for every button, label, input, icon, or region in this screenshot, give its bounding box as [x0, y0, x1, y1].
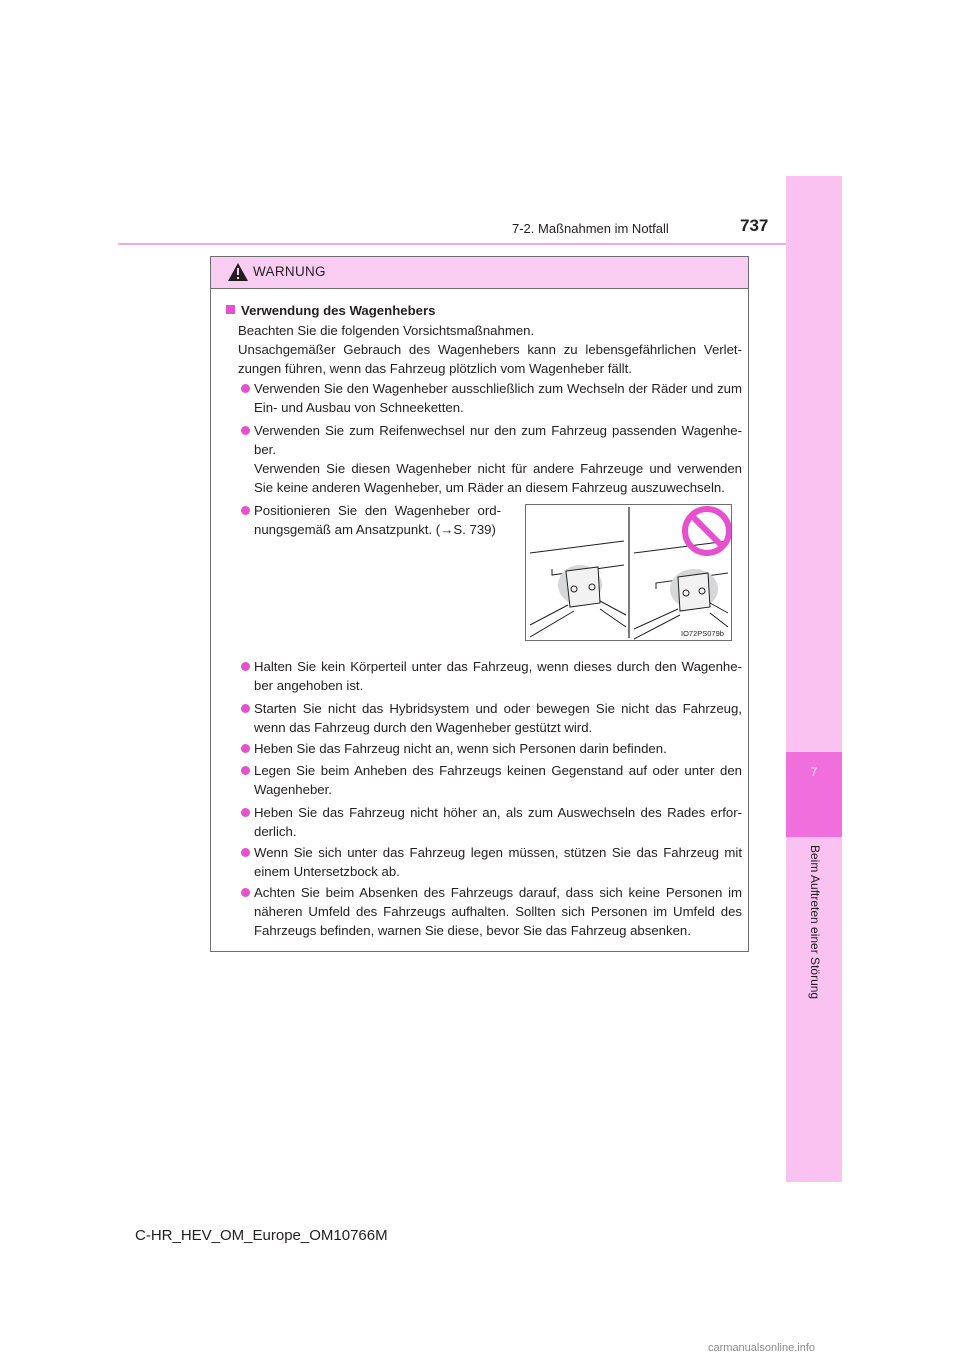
chapter-title: Beim Auftreten einer Störung: [808, 845, 822, 1000]
header-rule: [118, 243, 842, 245]
list-item: Wenn Sie sich unter das Fahrzeug legen müssen, stützen Sie das Fahrzeug mit einem Untersetzbock ab.: [241, 843, 742, 881]
bullet-dot-icon: [241, 888, 250, 897]
warning-box: [210, 256, 749, 952]
list-item: Starten Sie nicht das Hybridsystem und oder bewegen Sie nicht das Fahrzeug, wenn das Fahrzeug durch den Wagenheber gestützt wird.: [241, 699, 742, 737]
warning-triangle-icon: [227, 262, 249, 282]
warning-header: [211, 257, 748, 289]
list-item: Achten Sie beim Absenken des Fahrzeugs darauf, dass sich keine Personen im näheren Umfeld des Fahrzeugs aufhalten. Sollten sich Personen im Umfeld des Fahrzeugs befinden, warnen Sie diese, bevor Sie das Fahrzeug absenken.: [241, 883, 742, 940]
warning-title: WARNUNG: [253, 264, 326, 279]
prohibition-icon: [685, 509, 729, 553]
jack-diagram: [526, 505, 731, 640]
list-item: Legen Sie beim Anheben des Fahrzeugs keinen Gegenstand auf oder unter den Wagenheber.: [241, 761, 742, 799]
square-bullet-icon: [226, 305, 235, 314]
document-id: C-HR_HEV_OM_Europe_OM10766M: [135, 1227, 388, 1244]
bullet-dot-icon: [241, 426, 250, 435]
bullet-dot-icon: [241, 848, 250, 857]
warning-heading: Verwendung des Wagenhebers: [226, 301, 435, 320]
jack-position-illustration: [525, 504, 732, 641]
bullet-dot-icon: [241, 662, 250, 671]
list-item-continuation: Verwenden Sie diesen Wagenheber nicht für andere Fahrzeuge und verwenden Sie keine anderen Wagenheber, um Räder an diesem Fahrzeug auszuwechseln.: [254, 461, 742, 495]
list-item: Heben Sie das Fahrzeug nicht an, wenn sich Personen darin befinden.: [241, 739, 742, 758]
section-title: 7-2. Maßnahmen im Notfall: [512, 221, 669, 236]
illustration-code: IO72PS079b: [681, 629, 724, 638]
page-number: 737: [740, 216, 769, 235]
list-item: Heben Sie das Fahrzeug nicht höher an, als zum Auswechseln des Rades erfor-derlich.: [241, 803, 742, 841]
watermark: carmanualsonline.info: [708, 1342, 816, 1354]
list-item: Halten Sie kein Körperteil unter das Fahrzeug, wenn dieses durch den Wagenhe-ber angehoben ist.: [241, 657, 742, 695]
bullet-dot-icon: [241, 808, 250, 817]
bullet-dot-icon: [241, 766, 250, 775]
bullet-dot-icon: [241, 704, 250, 713]
warning-intro: Beachten Sie die folgenden Vorsichtsmaßnahmen. Unsachgemäßer Gebrauch des Wagenhebers kann zu lebensgefährlichen Verlet- zungen führen, wenn das Fahrzeug plötzlich vom Wagenheber fällt.: [238, 323, 742, 376]
list-item: Positionieren Sie den Wagenheber ord- nungsgemäß am Ansatzpunkt. (→S. 739): [241, 501, 501, 539]
bullet-dot-icon: [241, 384, 250, 393]
list-item: Verwenden Sie zum Reifenwechsel nur den zum Fahrzeug passenden Wagenhe-ber.: [241, 421, 742, 459]
bullet-dot-icon: [241, 744, 250, 753]
bullet-dot-icon: [241, 506, 250, 515]
list-item: Verwenden Sie den Wagenheber ausschließlich zum Wechseln der Räder und zum Ein- und Ausbau von Schneeketten.: [241, 379, 742, 417]
chapter-number: 7: [810, 765, 818, 779]
side-tab: [786, 176, 842, 1182]
